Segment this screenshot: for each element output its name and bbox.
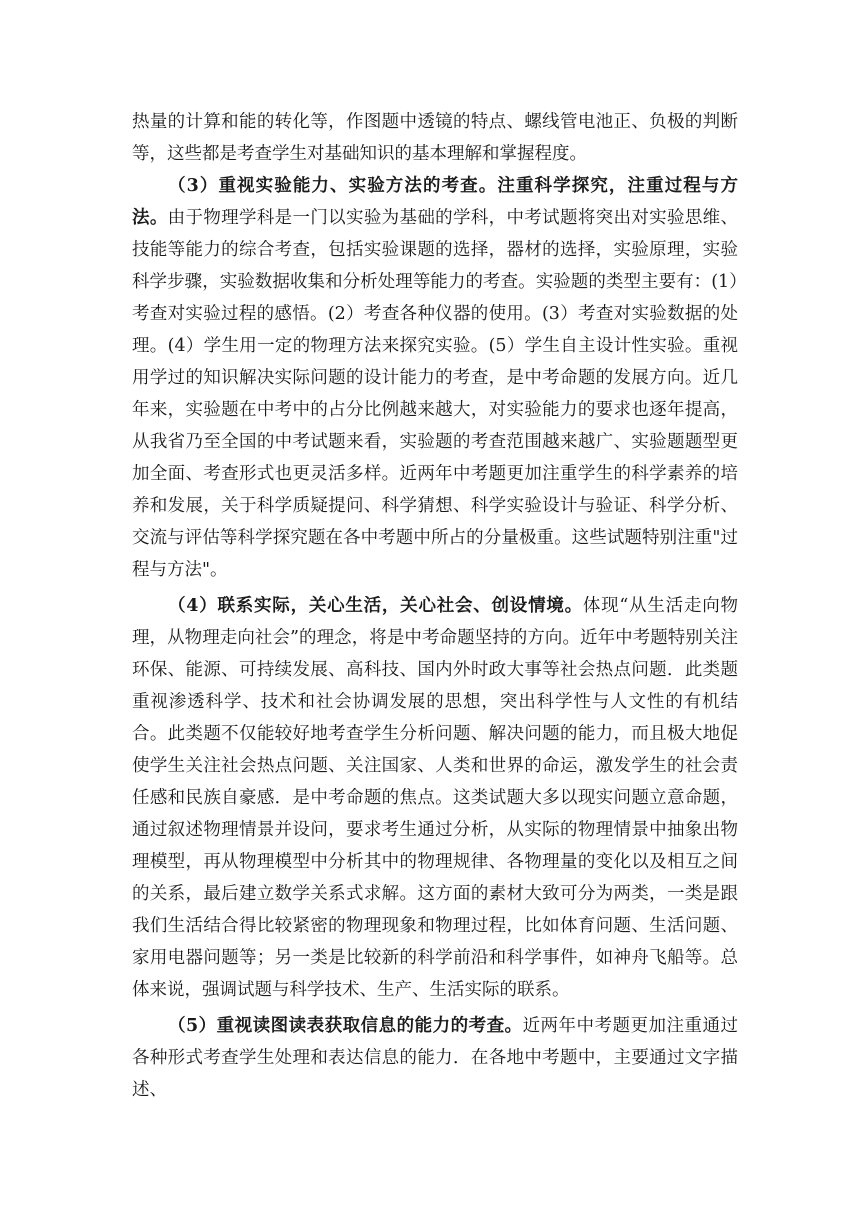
heading-experiment-ability: （3）重视实验能力、实验方法的考查。注重科学探究，注重过程与方法。 bbox=[132, 176, 738, 228]
body-experiment-ability: 由于物理学科是一门以实验为基础的学科，中考试题将突出对实验思维、技能等能力的综合考查，包括实验课题的选择，器材的选择，实验原理，实验科学步骤，实验数据收集和分析处理等能力的考查。实验题的类型主要有：(1）考查对实验过程的感悟。(2）考查各种仪器的使用。(3）考查对实验数据的处理。(4）学生用一定的物理方法来探究实验。(5）学生自主设计性实验。重视用学过的知识解决实际问题的设计能力的考查，是中考命题的发展方向。近几年来，实验题在中考中的占分比例越来越大，对实验能力的要求也逐年提高，从我省乃至全国的中考试题来看，实验题的考查范围越来越广、实验题题型更加全面、考查形式也更灵活多样。近两年中考题更加注重学生的科学素养的培养和发展，关于科学质疑提问、科学猜想、科学实验设计与验证、科学分析、交流与评估等科学探究题在各中考题中所占的分量极重。这些试题特别注重"过程与方法"。 bbox=[132, 208, 739, 580]
heading-real-life: （4）联系实际，关心生活，关心社会、创设情境。 bbox=[168, 596, 583, 616]
document-page bbox=[132, 106, 738, 1106]
heading-chart-reading: （5）重视读图读表获取信息的能力的考查。 bbox=[168, 1016, 523, 1036]
paragraph-chart-reading bbox=[132, 1010, 738, 1106]
paragraph-continuation: 热量的计算和能的转化等，作图题中透镜的特点、螺线管电池正、负极的判断等，这些都是考查学生对基础知识的基本理解和掌握程度。 bbox=[132, 112, 738, 164]
body-real-life: 体现“从生活走向物理，从物理走向社会”的理念，将是中考命题坚持的方向。近年中考题特别关注环保、能源、可持续发展、高科技、国内外时政大事等社会热点问题．此类题重视渗透科学、技术和社会协调发展的思想，突出科学性与人文性的有机结合。此类题不仅能较好地考查学生分析问题、解决问题的能力，而且极大地促使学生关注社会热点问题、关注国家、人类和世界的命运，激发学生的社会责任感和民族自豪感．是中考命题的焦点。这类试题大多以现实问题立意命题，通过叙述物理情景并设问，要求考生通过分析，从实际的物理情景中抽象出物理模型，再从物理模型中分析其中的物理规律、各物理量的变化以及相互之间的关系，最后建立数学关系式求解。这方面的素材大致可分为两类，一类是跟我们生活结合得比较紧密的物理现象和物理过程，比如体育问题、生活问题、家用电器问题等；另一类是比较新的科学前沿和科学事件，如神舟飞船等。总体来说，强调试题与科学技术、生产、生活实际的联系。 bbox=[132, 596, 738, 1000]
paragraph-experiment-ability bbox=[132, 170, 738, 586]
body-chart-reading: 近两年中考题更加注重通过各种形式考查学生处理和表达信息的能力．在各地中考题中，主要通过文字描述、 bbox=[132, 1016, 738, 1100]
paragraph-real-life bbox=[132, 590, 738, 1006]
